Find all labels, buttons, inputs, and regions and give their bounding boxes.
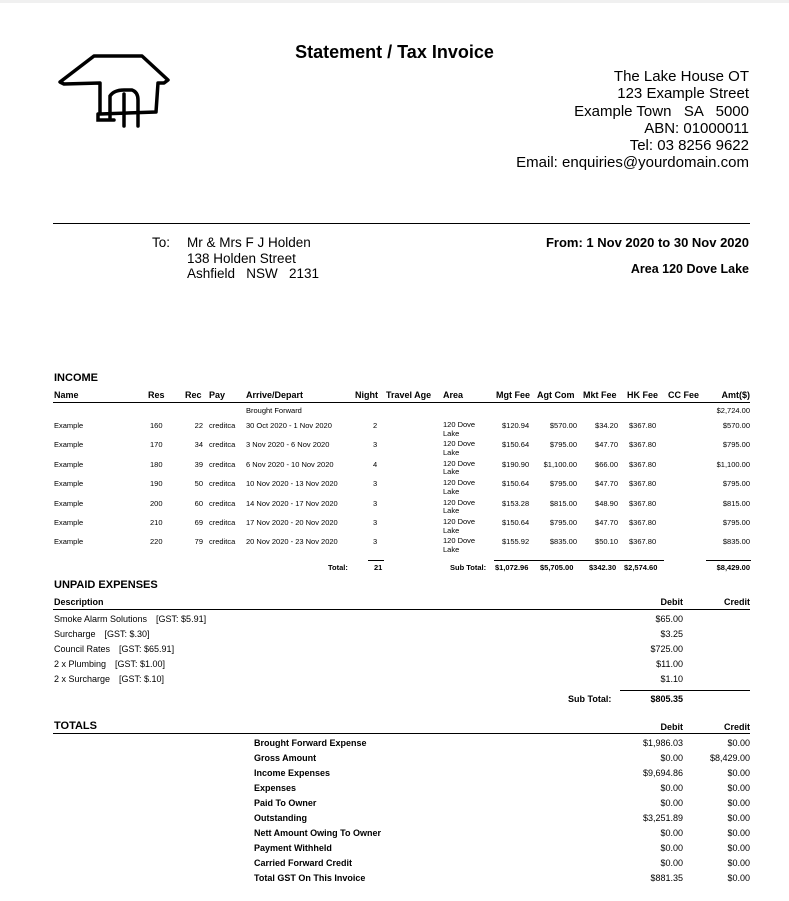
brought-forward-amount: $2,724.00 (716, 406, 750, 415)
row-mkt-fee: $47.70 (595, 440, 618, 450)
row-night: 3 (373, 440, 378, 450)
totals-row-label: Brought Forward Expense (254, 738, 367, 748)
row-name: Example (54, 421, 84, 430)
row-pay: creditca (209, 518, 236, 527)
totals-row-debit: $0.00 (660, 828, 683, 838)
totals-row-debit: $0.00 (660, 753, 683, 763)
totals-row-label: Total GST On This Invoice (254, 873, 366, 883)
row-rec: 50 (194, 479, 203, 489)
col-mgt-fee-header: Mgt Fee (496, 390, 531, 400)
row-name: Example (54, 479, 84, 489)
expense-description: Council Rates (54, 644, 111, 654)
row-rec: 22 (194, 421, 203, 430)
recipient-suburb: Ashfield NSW 2131 (187, 266, 320, 281)
totals-row-label: Expenses (254, 783, 297, 793)
row-rec: 39 (194, 459, 203, 469)
unpaid-header-rule (53, 609, 750, 610)
row-amount: $1,100.00 (716, 459, 750, 469)
row-agt-com: $795.00 (549, 440, 577, 450)
unpaid-debit-header: Debit (660, 597, 683, 607)
row-mgt-fee: $150.64 (502, 479, 530, 489)
unpaid-subtotal-label: Sub Total: (568, 694, 612, 704)
expense-description: Smoke Alarm Solutions (54, 614, 148, 624)
row-res: 190 (150, 479, 163, 489)
totals-row-debit: $3,251.89 (642, 813, 683, 823)
col-hk-fee-header: HK Fee (627, 390, 659, 400)
col-agt-com-header: Agt Com (537, 390, 575, 400)
recipient-street: 138 Holden Street (187, 250, 296, 266)
row-mgt-fee: $190.90 (502, 459, 530, 469)
row-name: Example (54, 459, 84, 469)
subtotal-mgt: $1,072.96 (495, 563, 529, 572)
total-nights: 21 (374, 563, 383, 572)
row-area-line2: Lake (443, 506, 460, 516)
col-pay-header: Pay (209, 390, 226, 400)
row-hk-fee: $367.80 (629, 440, 657, 450)
totals-row-label: Carried Forward Credit (254, 858, 353, 868)
totals-title: TOTALS (54, 720, 97, 732)
totals-row-credit: $0.00 (727, 798, 750, 808)
row-dates: 30 Oct 2020 - 1 Nov 2020 (246, 421, 332, 430)
subtotal-label: Sub Total: (450, 563, 487, 572)
row-area-line2: Lake (443, 467, 460, 477)
row-hk-fee: $367.80 (629, 459, 657, 469)
night-total-rule (368, 560, 384, 561)
col-cc-fee-header: CC Fee (668, 390, 700, 400)
row-name: Example (54, 537, 84, 547)
row-amount: $795.00 (722, 479, 750, 489)
row-night: 3 (373, 498, 378, 508)
row-pay: creditca (209, 440, 236, 450)
row-mgt-fee: $150.64 (502, 518, 530, 527)
totals-debit-header: Debit (660, 722, 683, 732)
col-res-header: Res (148, 390, 165, 400)
col-name-header: Name (54, 390, 79, 400)
row-area-line1: 120 Dove (443, 439, 476, 449)
row-area-line2: Lake (443, 544, 460, 554)
row-hk-fee: $367.80 (629, 479, 657, 489)
row-pay: creditca (209, 421, 236, 430)
row-area (443, 537, 475, 554)
row-pay: creditca (209, 479, 236, 489)
subtotal-mkt: $342.30 (589, 563, 617, 572)
expense-debit: $725.00 (650, 644, 683, 654)
expense-item (54, 614, 206, 624)
row-pay: creditca (209, 459, 236, 469)
row-dates: 6 Nov 2020 - 10 Nov 2020 (246, 459, 334, 469)
col-travel-agent-header: Travel Age (386, 390, 432, 400)
row-rec: 79 (194, 537, 203, 547)
row-night: 3 (373, 479, 378, 489)
row-night: 3 (373, 537, 378, 547)
expense-description: 2 x Surcharge (54, 674, 111, 684)
expense-item (54, 644, 174, 654)
income-section-title: INCOME (54, 372, 98, 384)
row-hk-fee: $367.80 (629, 537, 657, 547)
company-address (516, 68, 749, 172)
row-night: 2 (373, 421, 378, 430)
row-dates: 14 Nov 2020 - 17 Nov 2020 (246, 498, 338, 508)
row-rec: 69 (194, 518, 203, 527)
row-area-line2: Lake (443, 428, 460, 438)
row-hk-fee: $367.80 (629, 421, 657, 430)
row-res: 180 (150, 459, 163, 469)
totals-header-rule (53, 733, 750, 734)
company-town: Example Town SA 5000 (574, 102, 749, 120)
row-res: 220 (150, 537, 163, 547)
col-area-header: Area (443, 390, 464, 400)
row-agt-com: $795.00 (549, 479, 577, 489)
col-night-header: Night (355, 390, 378, 400)
expense-debit: $3.25 (660, 629, 683, 639)
row-night: 3 (373, 518, 378, 527)
to-label: To: (152, 235, 171, 250)
unpaid-credit-header: Credit (723, 597, 750, 607)
row-area-line1: 120 Dove (443, 517, 476, 526)
totals-row-debit: $0.00 (660, 783, 683, 793)
row-mkt-fee: $47.70 (595, 518, 618, 527)
company-street: 123 Example Street (617, 85, 749, 103)
amt-subtotal-rule (706, 560, 751, 561)
totals-row-credit: $0.00 (727, 858, 750, 868)
brought-forward-label: Brought Forward (246, 406, 302, 415)
row-mgt-fee: $120.94 (502, 421, 530, 430)
expense-item (54, 659, 165, 669)
row-res: 200 (150, 498, 163, 508)
expense-description: 2 x Plumbing (54, 659, 107, 669)
unpaid-subtotal-rule (620, 690, 750, 691)
document-title: Statement / Tax Invoice (295, 42, 494, 62)
house-logo-icon (54, 50, 174, 132)
row-area-line1: 120 Dove (443, 536, 476, 546)
row-name: Example (54, 498, 84, 508)
totals-row-credit: $0.00 (727, 768, 750, 778)
col-amt-header: Amt($) (721, 390, 750, 400)
totals-row-credit: $0.00 (727, 813, 750, 823)
totals-credit-header: Credit (723, 722, 750, 732)
row-amount: $795.00 (722, 440, 750, 450)
totals-row-credit: $8,429.00 (709, 753, 750, 763)
row-dates: 3 Nov 2020 - 6 Nov 2020 (246, 440, 330, 450)
totals-row-label: Payment Withheld (254, 843, 332, 853)
row-mkt-fee: $66.00 (595, 459, 618, 469)
row-hk-fee: $367.80 (629, 498, 657, 508)
company-email: Email: enquiries@yourdomain.com (516, 154, 749, 172)
expense-gst: [GST: $1.00] (115, 659, 166, 669)
row-mkt-fee: $50.10 (595, 537, 618, 547)
row-dates: 20 Nov 2020 - 23 Nov 2020 (246, 537, 338, 547)
totals-row-credit: $0.00 (727, 738, 750, 748)
row-area-line1: 120 Dove (443, 458, 476, 468)
row-area-line2: Lake (443, 486, 460, 496)
area-title: Area 120 Dove Lake (630, 262, 749, 276)
row-area (443, 518, 475, 535)
top-border (0, 0, 789, 3)
expense-debit: $1.10 (660, 674, 683, 684)
expense-debit: $65.00 (655, 614, 683, 624)
header-divider (53, 223, 750, 224)
expense-item (54, 629, 150, 639)
col-mkt-fee-header: Mkt Fee (583, 390, 617, 400)
totals-row-credit: $0.00 (727, 843, 750, 853)
row-pay: creditca (209, 498, 236, 508)
subtotal-agt: $5,705.00 (540, 563, 574, 572)
row-agt-com: $835.00 (549, 537, 577, 547)
row-area-line2: Lake (443, 525, 460, 535)
row-mgt-fee: $153.28 (502, 498, 530, 508)
row-area-line2: Lake (443, 447, 460, 457)
expense-debit: $11.00 (656, 659, 683, 669)
row-res: 160 (150, 421, 163, 430)
totals-row-debit: $9,694.86 (642, 768, 683, 778)
totals-row-debit: $0.00 (660, 858, 683, 868)
row-agt-com: $570.00 (549, 421, 577, 430)
row-mkt-fee: $34.20 (595, 421, 618, 430)
statement-period: From: 1 Nov 2020 to 30 Nov 2020 (545, 235, 749, 250)
row-rec: 60 (194, 498, 203, 508)
row-mkt-fee: $47.70 (595, 479, 618, 489)
recipient-block (187, 235, 319, 282)
expense-gst: [GST: $65.91] (119, 644, 175, 654)
row-amount: $570.00 (722, 421, 750, 430)
col-arrive-header: Arrive/Depart (246, 390, 304, 400)
row-amount: $795.00 (722, 518, 750, 527)
fees-subtotal-rule (494, 560, 664, 561)
row-area (443, 460, 475, 477)
company-name: The Lake House OT (613, 68, 749, 85)
expense-gst: [GST: $5.91] (156, 614, 207, 624)
totals-row-debit: $1,986.03 (642, 738, 683, 748)
row-pay: creditca (209, 537, 236, 547)
totals-row-label: Nett Amount Owing To Owner (254, 828, 381, 838)
totals-row-label: Income Expenses (254, 768, 331, 778)
row-area-line1: 120 Dove (443, 420, 476, 429)
unpaid-description-header: Description (54, 597, 104, 607)
row-area-line1: 120 Dove (443, 478, 476, 488)
row-mgt-fee: $155.92 (502, 537, 530, 547)
totals-row-credit: $0.00 (727, 873, 750, 883)
subtotal-hk: $2,574.60 (624, 563, 658, 572)
col-rec-header: Rec (185, 390, 202, 400)
row-agt-com: $1,100.00 (543, 459, 577, 469)
row-agt-com: $815.00 (549, 498, 577, 508)
totals-row-credit: $0.00 (727, 828, 750, 838)
expense-gst: [GST: $.10] (119, 674, 165, 684)
totals-row-credit: $0.00 (727, 783, 750, 793)
expense-description: Surcharge (54, 629, 96, 639)
row-night: 4 (373, 459, 378, 469)
row-res: 210 (150, 518, 163, 527)
row-agt-com: $795.00 (549, 518, 577, 527)
row-dates: 17 Nov 2020 - 20 Nov 2020 (246, 518, 338, 527)
totals-row-label: Gross Amount (254, 753, 317, 763)
row-mgt-fee: $150.64 (502, 440, 530, 450)
expense-gst: [GST: $.30] (104, 629, 150, 639)
company-tel: Tel: 03 8256 9622 (629, 137, 749, 155)
unpaid-expenses-title: UNPAID EXPENSES (54, 579, 158, 591)
expense-item (54, 674, 164, 684)
subtotal-amt: $8,429.00 (716, 563, 750, 572)
company-abn: ABN: 01000011 (644, 119, 749, 137)
row-area (443, 421, 475, 438)
totals-row-debit: $0.00 (660, 798, 683, 808)
row-name: Example (54, 440, 84, 450)
row-name: Example (54, 518, 84, 527)
row-area-line1: 120 Dove (443, 497, 476, 507)
row-amount: $835.00 (722, 537, 750, 547)
row-res: 170 (150, 440, 163, 450)
totals-row-debit: $0.00 (660, 843, 683, 853)
row-area (443, 479, 475, 496)
income-header-rule (53, 402, 750, 403)
row-amount: $815.00 (722, 498, 750, 508)
unpaid-subtotal-debit: $805.35 (650, 694, 683, 704)
totals-row-debit: $881.35 (650, 873, 683, 883)
row-rec: 34 (194, 440, 203, 450)
recipient-name: Mr & Mrs F J Holden (187, 235, 311, 250)
totals-row-label: Outstanding (254, 813, 307, 823)
totals-row-label: Paid To Owner (254, 798, 317, 808)
total-label: Total: (328, 563, 348, 572)
row-area (443, 440, 475, 457)
row-dates: 10 Nov 2020 - 13 Nov 2020 (246, 479, 338, 489)
row-mkt-fee: $48.90 (595, 498, 618, 508)
row-area (443, 499, 475, 516)
row-hk-fee: $367.80 (629, 518, 657, 527)
